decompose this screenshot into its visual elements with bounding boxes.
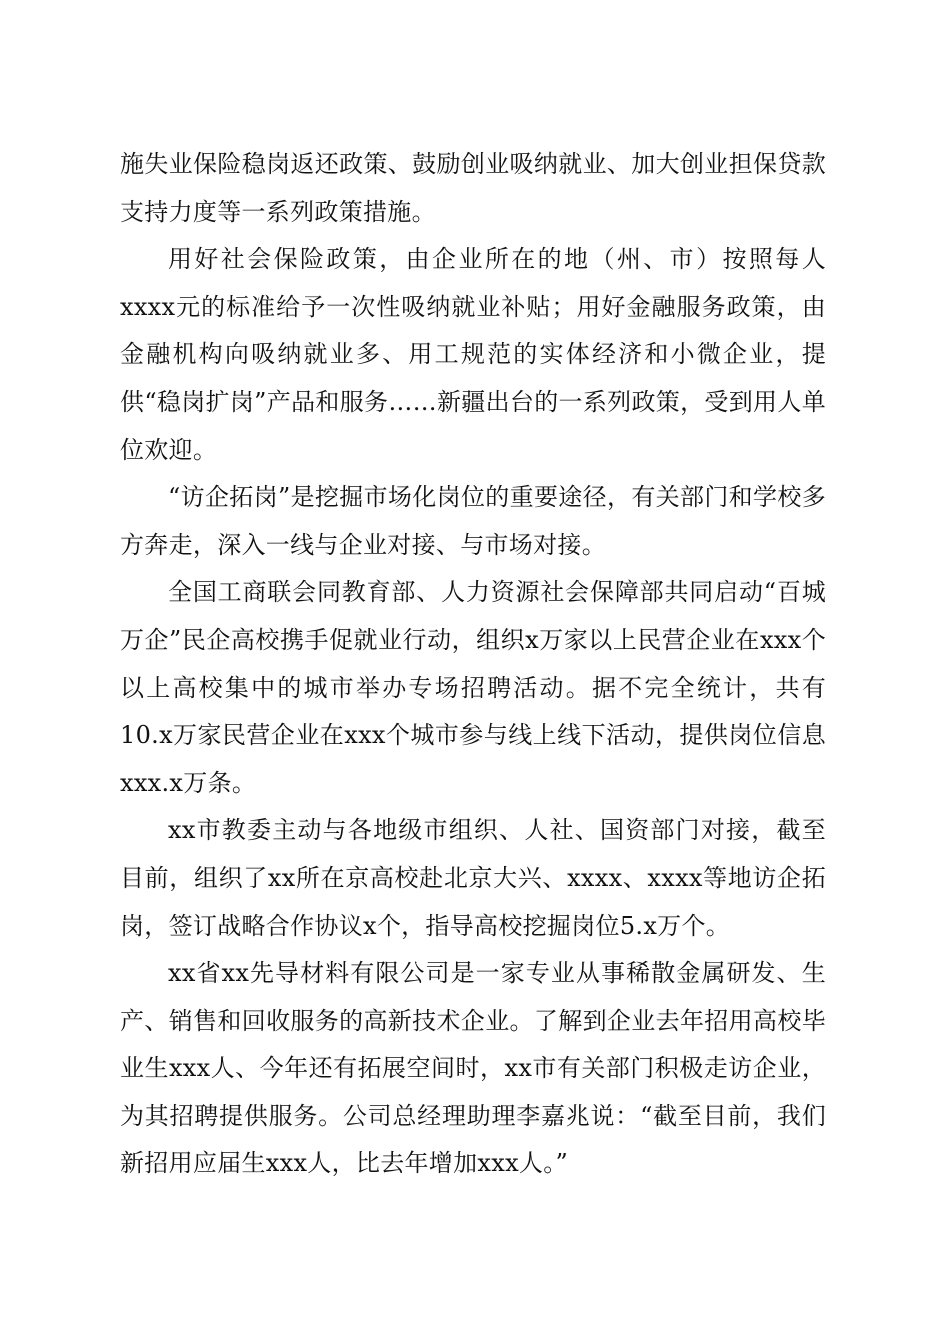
paragraph-social-insurance-policy: 用好社会保险政策，由企业所在的地（州、市）按照每人xxxx元的标准给予一次性吸纳就业补贴；用好金融服务政策，由金融机构向吸纳就业多、用工规范的实体经济和小微企业，提供“稳岗扩岗”产品和服务……新疆出台的一系列政策，受到用人单位欢迎。: [120, 245, 826, 464]
paragraph-hundred-cities-action: 全国工商联会同教育部、人力资源社会保障部共同启动“百城万企”民企高校携手促就业行动，组织x万家以上民营企业在xxx个以上高校集中的城市举办专场招聘活动。据不完全统计，共有10.x万家民营企业在xxx个城市参与线上线下活动，提供岗位信息xxx.x万条。: [120, 578, 826, 797]
paragraph-company-case: xx省xx先导材料有限公司是一家专业从事稀散金属研发、生产、销售和回收服务的高新技术企业。了解到企业去年招用高校毕业生xxx人、今年还有拓展空间时，xx市有关部门积极走访企业，为其招聘提供服务。公司总经理助理李嘉兆说：“截至目前，我们新招用应届生xxx人，比去年增加xxx人。”: [120, 959, 826, 1178]
paragraph-continuation: 施失业保险稳岗返还政策、鼓励创业吸纳就业、加大创业担保贷款支持力度等一系列政策措施。: [120, 150, 826, 226]
paragraph-visit-enterprises: “访企拓岗”是挖掘市场化岗位的重要途径，有关部门和学校多方奔走，深入一线与企业对接、与市场对接。: [120, 483, 826, 559]
paragraph-city-education-commission: xx市教委主动与各地级市组织、人社、国资部门对接，截至目前，组织了xx所在京高校赴北京大兴、xxxx、xxxx等地访企拓岗，签订战略合作协议x个，指导高校挖掘岗位5.x万个。: [120, 816, 826, 940]
document-body: [120, 141, 826, 1188]
